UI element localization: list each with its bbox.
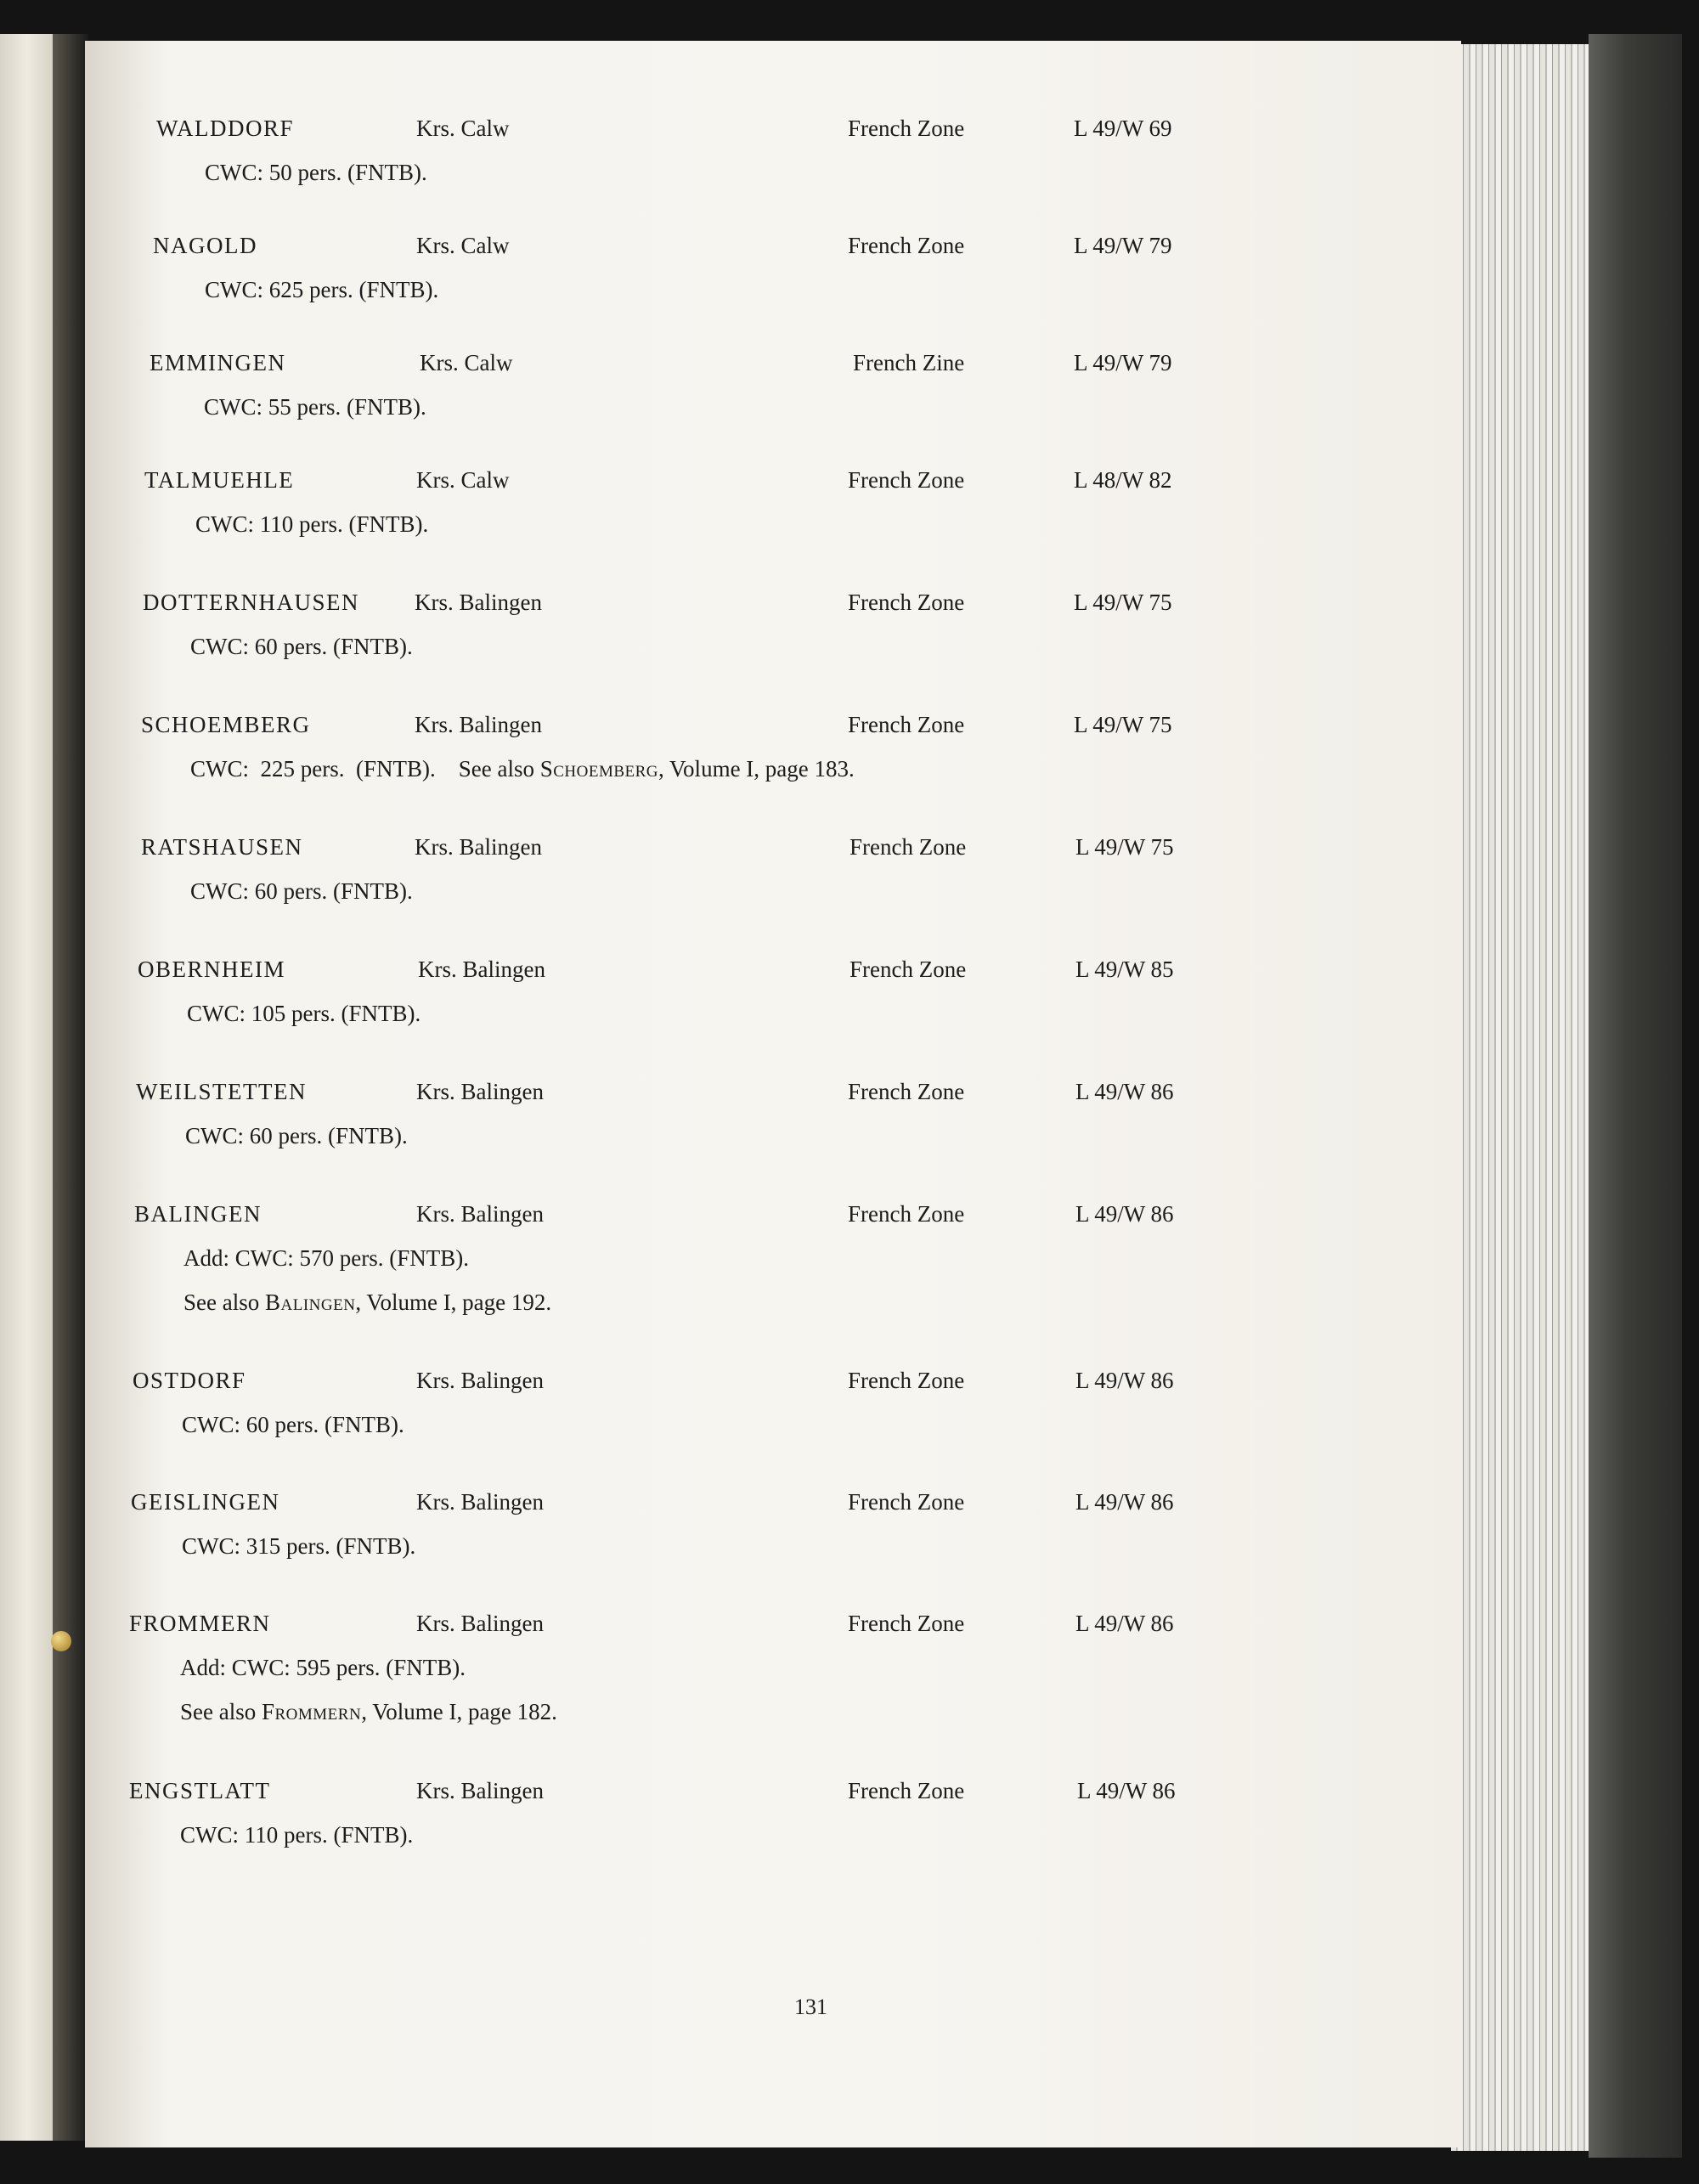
- coordinates: L 49/W 75: [1075, 834, 1174, 860]
- entry-dotternhausen: [143, 590, 1502, 683]
- cross-reference-page: , Volume I, page 182.: [361, 1699, 557, 1724]
- coordinates: L 49/W 86: [1075, 1368, 1174, 1393]
- kreis: Krs. Balingen: [416, 1201, 544, 1227]
- cross-reference-page: , Volume I, page 192.: [355, 1290, 552, 1315]
- kreis: Krs. Balingen: [418, 957, 545, 982]
- place-name: WEILSTETTEN: [136, 1079, 307, 1104]
- detail-line: CWC: 60 pers. (FNTB).: [190, 878, 413, 904]
- entry-weilstetten: [136, 1079, 1495, 1172]
- zone: French Zone: [848, 1611, 965, 1636]
- brass-tack: [51, 1631, 71, 1651]
- cross-reference: Schoemberg: [539, 756, 659, 782]
- kreis: Krs. Calw: [420, 350, 513, 375]
- detail-line: CWC: 105 pers. (FNTB).: [187, 1001, 421, 1026]
- coordinates: L 49/W 86: [1075, 1201, 1174, 1227]
- cross-reference: Balingen: [264, 1290, 356, 1315]
- coordinates: L 49/W 79: [1074, 350, 1172, 375]
- place-name: NAGOLD: [153, 233, 257, 258]
- detail-line: CWC: 625 pers. (FNTB).: [205, 277, 439, 302]
- kreis: Krs. Calw: [416, 467, 510, 493]
- zone: French Zone: [850, 957, 967, 982]
- zone: French Zone: [848, 467, 965, 493]
- book-gutter: [53, 34, 88, 2141]
- zone: French Zone: [848, 712, 965, 737]
- place-name: EMMINGEN: [150, 350, 286, 375]
- coordinates: L 49/W 86: [1075, 1489, 1174, 1515]
- see-also-line: [183, 1290, 551, 1316]
- detail-line: CWC: 50 pers. (FNTB).: [205, 160, 427, 185]
- detail-line: CWC: 60 pers. (FNTB).: [185, 1123, 408, 1148]
- zone: French Zone: [848, 1489, 965, 1515]
- place-name: GEISLINGEN: [131, 1489, 280, 1515]
- kreis: Krs. Balingen: [416, 1079, 544, 1104]
- zone: French Zone: [848, 233, 965, 258]
- entry-talmuehle: [144, 467, 1504, 561]
- detail-line: Add: CWC: 595 pers. (FNTB).: [180, 1655, 466, 1680]
- place-name: FROMMERN: [129, 1611, 271, 1636]
- detail-text: CWC: 225 pers. (FNTB). See also: [190, 756, 540, 782]
- coordinates: L 49/W 79: [1074, 233, 1172, 258]
- coordinates: L 49/W 69: [1074, 116, 1172, 141]
- kreis: Krs. Balingen: [415, 834, 542, 860]
- entry-nagold: [153, 233, 1512, 326]
- page-number: 131: [794, 1995, 827, 2019]
- zone: French Zone: [848, 1201, 965, 1227]
- kreis: Krs. Balingen: [415, 712, 542, 737]
- detail-line: Add: CWC: 570 pers. (FNTB).: [183, 1245, 469, 1271]
- place-name: DOTTERNHAUSEN: [143, 590, 359, 615]
- detail-line: CWC: 55 pers. (FNTB).: [204, 394, 426, 420]
- coordinates: L 49/W 75: [1074, 712, 1172, 737]
- entry-schoemberg: [141, 712, 1500, 805]
- entry-frommern: [129, 1611, 1488, 1747]
- place-name: TALMUEHLE: [144, 467, 295, 493]
- place-name: WALDDORF: [156, 116, 295, 141]
- zone: French Zine: [853, 350, 965, 375]
- detail-line: CWC: 110 pers. (FNTB).: [195, 511, 429, 537]
- detail-text: See also: [183, 1290, 265, 1315]
- see-also-line: [180, 1699, 557, 1725]
- place-name: BALINGEN: [134, 1201, 262, 1227]
- coordinates: L 49/W 86: [1075, 1611, 1174, 1636]
- zone: French Zone: [850, 834, 967, 860]
- place-name: ENGSTLATT: [129, 1778, 271, 1803]
- entry-engstlatt: [129, 1778, 1488, 1871]
- zone: French Zone: [848, 590, 965, 615]
- book-cover: [1589, 34, 1682, 2158]
- entry-walddorf: [156, 116, 1516, 209]
- entry-geislingen: [131, 1489, 1490, 1583]
- zone: French Zone: [848, 1368, 965, 1393]
- coordinates: L 49/W 86: [1075, 1079, 1174, 1104]
- kreis: Krs. Calw: [416, 233, 510, 258]
- entry-emmingen: [150, 350, 1509, 443]
- kreis: Krs. Calw: [416, 116, 510, 141]
- book-page: [85, 41, 1461, 2147]
- detail-line: CWC: 60 pers. (FNTB).: [190, 634, 413, 659]
- kreis: Krs. Balingen: [415, 590, 542, 615]
- entry-balingen: [134, 1201, 1493, 1337]
- detail-line: [190, 756, 855, 782]
- place-name: OSTDORF: [133, 1368, 246, 1393]
- place-name: OBERNHEIM: [138, 957, 285, 982]
- coordinates: L 49/W 86: [1077, 1778, 1176, 1803]
- entry-ostdorf: [133, 1368, 1492, 1461]
- kreis: Krs. Balingen: [416, 1368, 544, 1393]
- detail-text: See also: [180, 1699, 262, 1724]
- coordinates: L 49/W 85: [1075, 957, 1174, 982]
- coordinates: L 48/W 82: [1074, 467, 1172, 493]
- detail-line: CWC: 110 pers. (FNTB).: [180, 1822, 414, 1848]
- zone: French Zone: [848, 116, 965, 141]
- kreis: Krs. Balingen: [416, 1611, 544, 1636]
- cross-reference-page: , Volume I, page 183.: [658, 756, 855, 782]
- coordinates: L 49/W 75: [1074, 590, 1172, 615]
- cross-reference: Frommern: [261, 1699, 362, 1724]
- detail-line: CWC: 315 pers. (FNTB).: [182, 1533, 416, 1559]
- kreis: Krs. Balingen: [416, 1778, 544, 1803]
- place-name: RATSHAUSEN: [141, 834, 303, 860]
- place-name: SCHOEMBERG: [141, 712, 311, 737]
- kreis: Krs. Balingen: [416, 1489, 544, 1515]
- entry-ratshausen: [141, 834, 1500, 928]
- zone: French Zone: [848, 1778, 965, 1803]
- zone: French Zone: [848, 1079, 965, 1104]
- detail-line: CWC: 60 pers. (FNTB).: [182, 1412, 404, 1437]
- entry-obernheim: [138, 957, 1497, 1050]
